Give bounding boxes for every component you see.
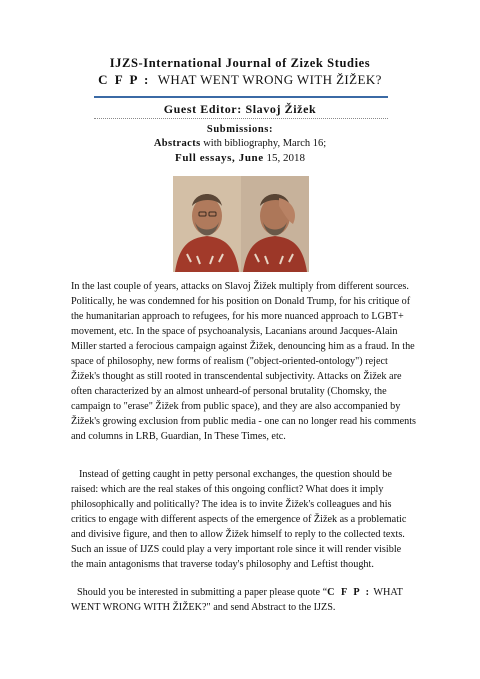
abstracts-text: with bibliography, March 16;	[203, 138, 327, 149]
guest-editor-label: Guest Editor:	[163, 102, 242, 116]
body-paragraph-3	[71, 585, 416, 615]
abstracts-label: Abstracts	[153, 138, 201, 149]
guest-editor-name: Slavoj Žižek	[245, 102, 317, 116]
full-essays-deadline	[0, 152, 480, 164]
full-essays-date: 15, 2018	[266, 152, 305, 164]
abstracts-deadline	[0, 138, 480, 149]
zizek-photo	[173, 176, 309, 272]
body-paragraph-1: In the last couple of years, attacks on Slavoj Žižek multiply from different sources. Politically, he was condemned for his position on Donald Trump, for his critique of the humanitarian approach to refugees, for his more nuanced approach to LGBT+ movement, etc. In the space of psychoanalysis, Lacanians around Jacques-Alain Miller started a ferocious campaign against Žižek, denouncing him as a fraud. In the space of philosophy, new forms of realism ("object-oriented-ontology") reject Žižek's thought as still rooted in transcendental subjectivity. Attacks on Žižek are often characterized by an almost unheard-of personal brutality (Chomsky, the campaign to "erase" Žižek from public space), and they are also accompanied by Žižek's growing exclusion from public media - one can no longer read his comments and columns in LRB, Guardian, In These Times, etc.	[71, 281, 417, 442]
dotted-divider	[94, 118, 388, 119]
p3-before: Should you be interested in submitting a paper please quote “	[77, 587, 328, 598]
guest-editor	[0, 102, 480, 117]
cfp-prefix: C F P :	[98, 72, 151, 87]
body-paragraph-2: Instead of getting caught in petty personal exchanges, the question should be raised: which are the real stakes of this ongoing conflict? What does it imply philosophically and politically? The idea is to invite Žižek's colleagues and his critics to engage with different aspects of the emergence of Žižek as a problematic and divisive figure, and then to allow Žižek himself to reply to the collected texts. Such an issue of IJZS could play a very important role since it will render visible the main antagonisms that traverse today's philosophy and Leftist thought.	[71, 469, 407, 570]
full-essays-label: Full essays, June	[175, 152, 264, 164]
journal-title: IJZS-International Journal of Zizek Studies	[109, 56, 371, 70]
submissions-heading: Submissions:	[206, 124, 274, 135]
p3-cfp: C F P :	[327, 587, 372, 598]
cfp-title	[0, 72, 480, 88]
header-divider	[94, 96, 388, 98]
cfp-text: WHAT WENT WRONG WITH ŽIŽEK?	[157, 72, 382, 87]
p3-after: WHAT WENT WRONG WITH ŽIŽEK?" and send Abstract to the IJZS.	[71, 587, 403, 613]
